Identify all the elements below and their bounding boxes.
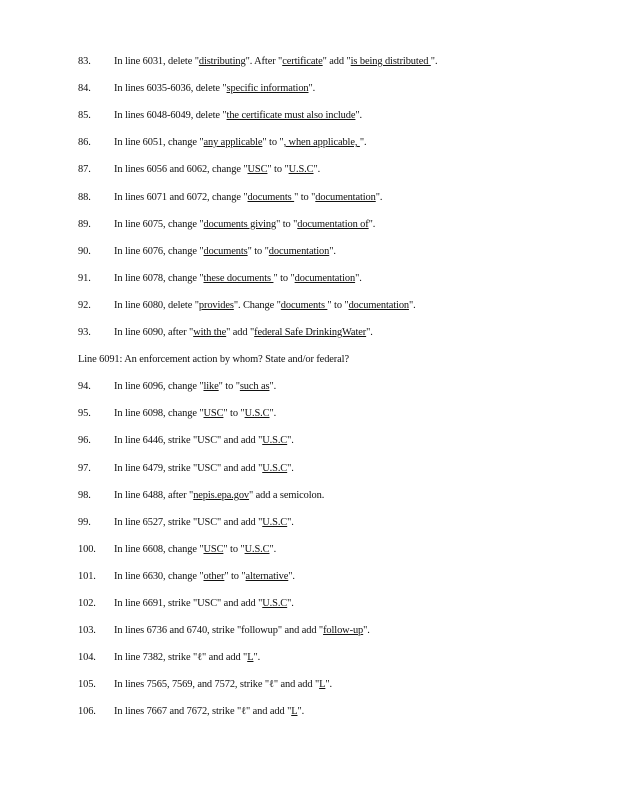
instruction-text: " add a semicolon. — [249, 490, 325, 501]
list-item — [78, 488, 324, 504]
instruction-text: In line 6090, after " — [114, 327, 194, 338]
instruction-text: In line 7382, strike "ℓ" and add " — [114, 652, 248, 663]
instruction-text: In lines 6071 and 6072, change " — [114, 192, 248, 203]
instruction-text: In line 6080, delete " — [114, 300, 199, 311]
instruction-text: ". Change " — [233, 300, 281, 311]
instruction-text: ". — [375, 192, 383, 203]
instruction-text: ". — [355, 273, 362, 284]
item-text — [114, 381, 276, 392]
underlined-insertion: USC — [203, 544, 224, 555]
instruction-text: ". — [325, 679, 332, 690]
instruction-text: ". — [269, 381, 277, 392]
instruction-text: ". — [287, 435, 294, 446]
list-item — [78, 515, 294, 531]
instruction-text: In lines 6736 and 6740, strike "followup" and add " — [114, 625, 324, 636]
list-item — [78, 271, 362, 287]
instruction-text: ". After " — [245, 56, 283, 67]
instruction-text: " to " — [218, 381, 240, 392]
item-number: 93. — [78, 327, 91, 338]
item-number: 94. — [78, 381, 91, 392]
item-number: 86. — [78, 137, 91, 148]
underlined-insertion: documents — [280, 300, 328, 311]
item-number: 97. — [78, 463, 91, 474]
list-item — [78, 298, 416, 314]
item-number: 100. — [78, 544, 96, 555]
item-text — [114, 652, 260, 663]
item-text — [114, 273, 362, 284]
item-number: 98. — [78, 490, 91, 501]
instruction-text: In line 6446, strike "USC" and add " — [114, 435, 263, 446]
item-text — [114, 83, 315, 94]
instruction-text: In line 6098, change " — [114, 408, 204, 419]
instruction-text: In line 6096, change " — [114, 381, 204, 392]
underlined-insertion: documentation — [315, 192, 376, 203]
instruction-text: " to " — [224, 571, 246, 582]
instruction-text: " to " — [267, 164, 289, 175]
underlined-insertion: any applicable — [203, 137, 263, 148]
instruction-text: ". — [287, 598, 294, 609]
instruction-text: In line 6075, change " — [114, 219, 204, 230]
item-number: 90. — [78, 246, 91, 257]
underlined-insertion: these documents — [203, 273, 274, 284]
underlined-insertion: follow-up — [323, 625, 364, 636]
underlined-insertion: with the — [193, 327, 227, 338]
item-number: 102. — [78, 598, 96, 609]
underlined-insertion: , when applicable, — [283, 137, 360, 148]
instruction-text: ". — [297, 706, 305, 717]
item-number: 104. — [78, 652, 96, 663]
instruction-text: In lines 7565, 7569, and 7572, strike "ℓ" and add " — [114, 679, 320, 690]
item-text — [114, 219, 375, 230]
underlined-insertion: U.S.C — [262, 517, 288, 528]
instruction-text: In line 6076, change " — [114, 246, 204, 257]
list-item — [78, 217, 375, 233]
instruction-text: ". — [430, 56, 438, 67]
instruction-text: ". — [253, 652, 261, 663]
list-item — [78, 406, 276, 422]
underlined-insertion: L — [319, 679, 326, 690]
list-item — [78, 325, 373, 341]
instruction-text: In line 6078, change " — [114, 273, 204, 284]
item-text — [114, 192, 382, 203]
underlined-insertion: U.S.C — [244, 408, 270, 419]
instruction-text: " to " — [223, 544, 245, 555]
item-text — [114, 706, 304, 717]
instruction-text: " add " — [322, 56, 351, 67]
list-item — [78, 650, 260, 666]
underlined-insertion: U.S.C — [262, 598, 288, 609]
item-number: 92. — [78, 300, 91, 311]
instruction-text: In line 6051, change " — [114, 137, 204, 148]
underlined-insertion: U.S.C — [262, 435, 288, 446]
item-text — [114, 517, 294, 528]
underlined-insertion: L — [291, 706, 298, 717]
list-item — [78, 244, 336, 260]
item-text — [114, 408, 276, 419]
item-number: 105. — [78, 679, 96, 690]
instruction-text: ". — [288, 571, 295, 582]
instruction-text: In line 6527, strike "USC" and add " — [114, 517, 263, 528]
instruction-text: In lines 6048-6049, delete " — [114, 110, 227, 121]
instruction-text: ". — [368, 219, 376, 230]
instruction-text: In line 6630, change " — [114, 571, 204, 582]
list-item — [78, 190, 382, 206]
item-number: 99. — [78, 517, 91, 528]
list-item — [78, 54, 437, 70]
item-text — [114, 679, 332, 690]
item-text — [114, 463, 294, 474]
instruction-text: In lines 6056 and 6062, change " — [114, 164, 248, 175]
item-text — [114, 110, 362, 121]
instruction-text: " add " — [226, 327, 255, 338]
underlined-insertion: USC — [203, 408, 224, 419]
item-number: 106. — [78, 706, 96, 717]
underlined-insertion: documentation — [268, 246, 330, 257]
list-item — [78, 379, 276, 395]
underlined-insertion: federal Safe DrinkingWater — [254, 327, 367, 338]
item-text — [114, 490, 324, 501]
list-item — [78, 542, 276, 558]
instruction-text: " to " — [247, 246, 269, 257]
list-item — [78, 623, 370, 639]
instruction-text: ". — [359, 137, 367, 148]
underlined-insertion: distributing — [198, 56, 246, 67]
underlined-insertion: documentation — [348, 300, 410, 311]
underlined-insertion: like — [203, 381, 219, 392]
item-number: 83. — [78, 56, 91, 67]
item-text — [114, 327, 373, 338]
item-number: 89. — [78, 219, 91, 230]
instruction-text: " to " — [276, 219, 298, 230]
instruction-text: In line 6479, strike "USC" and add " — [114, 463, 263, 474]
item-text — [114, 598, 294, 609]
instruction-text: In line 6488, after " — [114, 490, 194, 501]
instruction-text: ". — [269, 544, 277, 555]
underlined-insertion: the certificate must also include — [226, 110, 356, 121]
instruction-text: ". — [409, 300, 416, 311]
list-item — [78, 433, 294, 449]
instruction-text: In lines 6035-6036, delete " — [114, 83, 227, 94]
instruction-text: ". — [269, 408, 277, 419]
item-text — [114, 625, 370, 636]
instruction-text: In line 6691, strike "USC" and add " — [114, 598, 263, 609]
item-number: 84. — [78, 83, 91, 94]
item-text — [114, 300, 416, 311]
item-text — [114, 571, 295, 582]
list-item — [78, 162, 320, 178]
instruction-text: ". — [313, 164, 321, 175]
underlined-insertion: U.S.C — [288, 164, 314, 175]
instruction-text: In line 6031, delete " — [114, 56, 199, 67]
underlined-insertion: U.S.C — [244, 544, 270, 555]
underlined-insertion: nepis.epa.gov — [193, 490, 250, 501]
list-item — [78, 569, 295, 585]
underlined-insertion: documents — [203, 246, 248, 257]
list-item — [78, 704, 304, 720]
instruction-text: " to " — [223, 408, 245, 419]
list-item — [78, 677, 332, 693]
underlined-insertion: documents — [247, 192, 295, 203]
instruction-text: " to " — [327, 300, 349, 311]
list-item — [78, 596, 294, 612]
underlined-insertion: such as — [239, 381, 270, 392]
instruction-text: ". — [355, 110, 363, 121]
instruction-text: ". — [329, 246, 336, 257]
item-text — [114, 164, 320, 175]
list-item — [78, 135, 367, 151]
item-text — [114, 435, 294, 446]
underlined-insertion: alternative — [245, 571, 289, 582]
item-text — [114, 544, 276, 555]
item-text — [114, 56, 437, 67]
item-number: 96. — [78, 435, 91, 446]
instruction-text: In lines 7667 and 7672, strike "ℓ" and add " — [114, 706, 292, 717]
item-number: 85. — [78, 110, 91, 121]
underlined-insertion: documentation of — [297, 219, 369, 230]
underlined-insertion: USC — [247, 164, 268, 175]
instruction-text: " to " — [294, 192, 316, 203]
item-number: 91. — [78, 273, 91, 284]
underlined-insertion: L — [247, 652, 254, 663]
instruction-text: " to " — [273, 273, 295, 284]
underlined-insertion: documents giving — [203, 219, 277, 230]
instruction-text: " to " — [262, 137, 284, 148]
item-number: 87. — [78, 164, 91, 175]
instruction-text: ". — [308, 83, 316, 94]
instruction-text: ". — [287, 463, 294, 474]
underlined-insertion: other — [203, 571, 225, 582]
instruction-text: ". — [363, 625, 370, 636]
item-number: 95. — [78, 408, 91, 419]
instruction-text: In line 6608, change " — [114, 544, 204, 555]
list-item — [78, 81, 315, 97]
underlined-insertion: certificate — [282, 56, 323, 67]
list-item — [78, 461, 294, 477]
instruction-text: ". — [366, 327, 373, 338]
underlined-insertion: U.S.C — [262, 463, 288, 474]
underlined-insertion: specific information — [226, 83, 309, 94]
comment-note: Line 6091: An enforcement action by whom? State and/or federal? — [78, 354, 349, 365]
instruction-text: ". — [287, 517, 294, 528]
list-item — [78, 108, 362, 124]
underlined-insertion: is being distributed — [350, 56, 431, 67]
underlined-insertion: provides — [198, 300, 234, 311]
item-number: 103. — [78, 625, 96, 636]
item-text — [114, 137, 367, 148]
item-number: 88. — [78, 192, 91, 203]
item-number: 101. — [78, 571, 96, 582]
item-text — [114, 246, 336, 257]
underlined-insertion: documentation — [294, 273, 356, 284]
